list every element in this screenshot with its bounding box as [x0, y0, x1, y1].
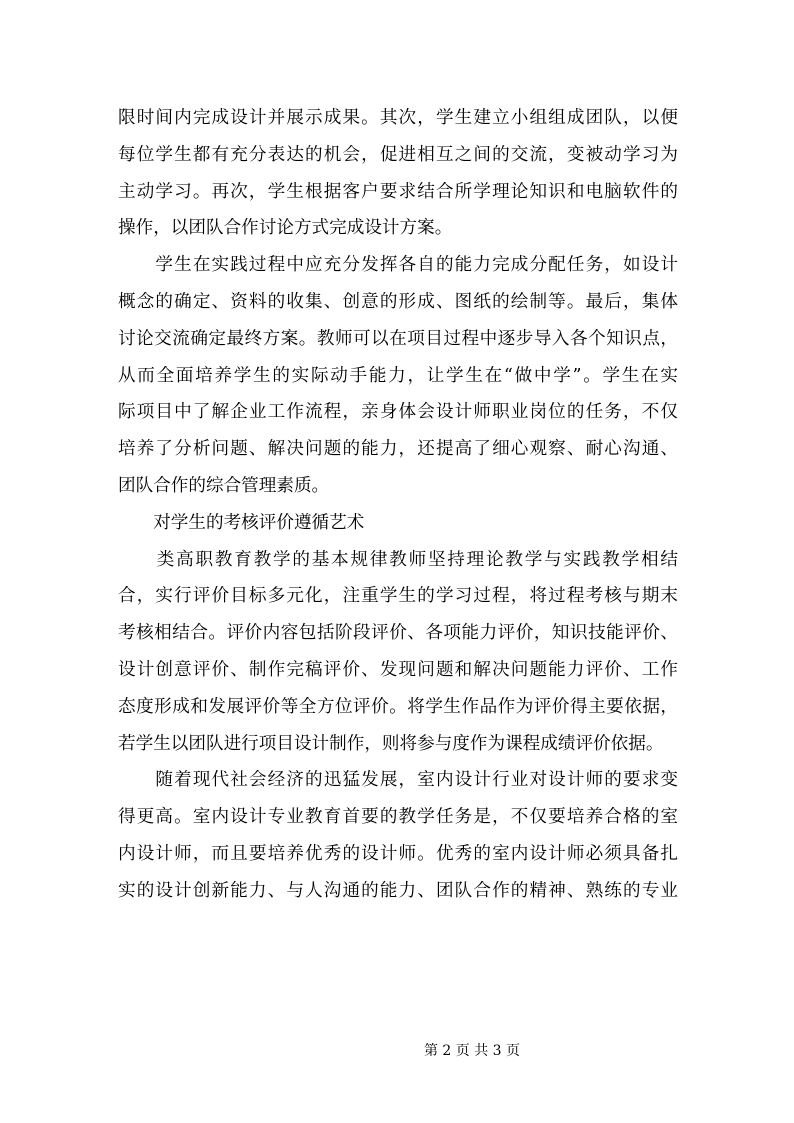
paragraph-4: [118, 762, 678, 909]
text-line: 团队合作的综合管理素质。: [118, 475, 330, 496]
text-line: 学生在实践过程中应充分发挥各自的能力完成分配任务，如设计: [118, 255, 678, 276]
text-line: 讨论交流确定最终方案。教师可以在项目过程中逐步导入各个知识点，: [118, 328, 678, 349]
text-line: 得更高。室内设计专业教育首要的教学任务是，不仅要培养合格的室: [118, 807, 678, 828]
text-line: 设计创意评价、制作完稿评价、发现问题和解决问题能力评价、工作: [118, 659, 678, 680]
page-number: 第 2 页 共 3 页: [423, 1043, 521, 1059]
text-line: 内设计师，而且要培养优秀的设计师。优秀的室内设计师必须具备扎: [118, 843, 678, 864]
text-line: 限时间内完成设计并展示成果。其次，学生建立小组组成团队，以便: [118, 108, 678, 128]
text-line: 概念的确定、资料的收集、创意的形成、图纸的绘制等。最后，集体: [118, 291, 678, 312]
section-heading: 对学生的考核评价遵循艺术: [118, 512, 365, 533]
text-line: 培养了分析问题、解决问题的能力，还提高了细心观察、耐心沟通、: [118, 439, 678, 460]
text-line: 若学生以团队进行项目设计制作，则将参与度作为课程成绩评价依据。: [118, 733, 664, 754]
text-line: 合，实行评价目标多元化，注重学生的学习过程，将过程考核与期末: [118, 586, 678, 607]
text-line: 每位学生都有充分表达的机会，促进相互之间的交流，变被动学习为: [118, 144, 678, 165]
document-body: [118, 100, 678, 910]
text-line: 际项目中了解企业工作流程，亲身体会设计师职业岗位的任务，不仅: [118, 402, 678, 423]
text-line: 实的设计创新能力、与人沟通的能力、团队合作的精神、熟练的专业: [118, 880, 678, 901]
text-line: 主动学习。再次，学生根据客户要求结合所学理论知识和电脑软件的: [118, 181, 678, 202]
text-line: 态度形成和发展评价等全方位评价。将学生作品作为评价得主要依据，: [118, 696, 678, 717]
text-line: 操作，以团队合作讨论方式完成设计方案。: [118, 218, 453, 239]
text-line: 考核相结合。评价内容包括阶段评价、各项能力评价，知识技能评价、: [118, 623, 678, 644]
paragraph-2: [118, 247, 678, 505]
paragraph-1: [118, 100, 678, 247]
text-line: 随着现代社会经济的迅猛发展，室内设计行业对设计师的要求变: [118, 770, 678, 791]
page-footer: [0, 1042, 794, 1060]
section-heading-paragraph: [118, 505, 678, 542]
text-line: 从而全面培养学生的实际动手能力，让学生在“做中学”。学生在实: [118, 365, 678, 386]
text-line: 类高职教育教学的基本规律教师坚持理论教学与实践教学相结: [118, 549, 678, 570]
paragraph-3: [118, 542, 678, 763]
